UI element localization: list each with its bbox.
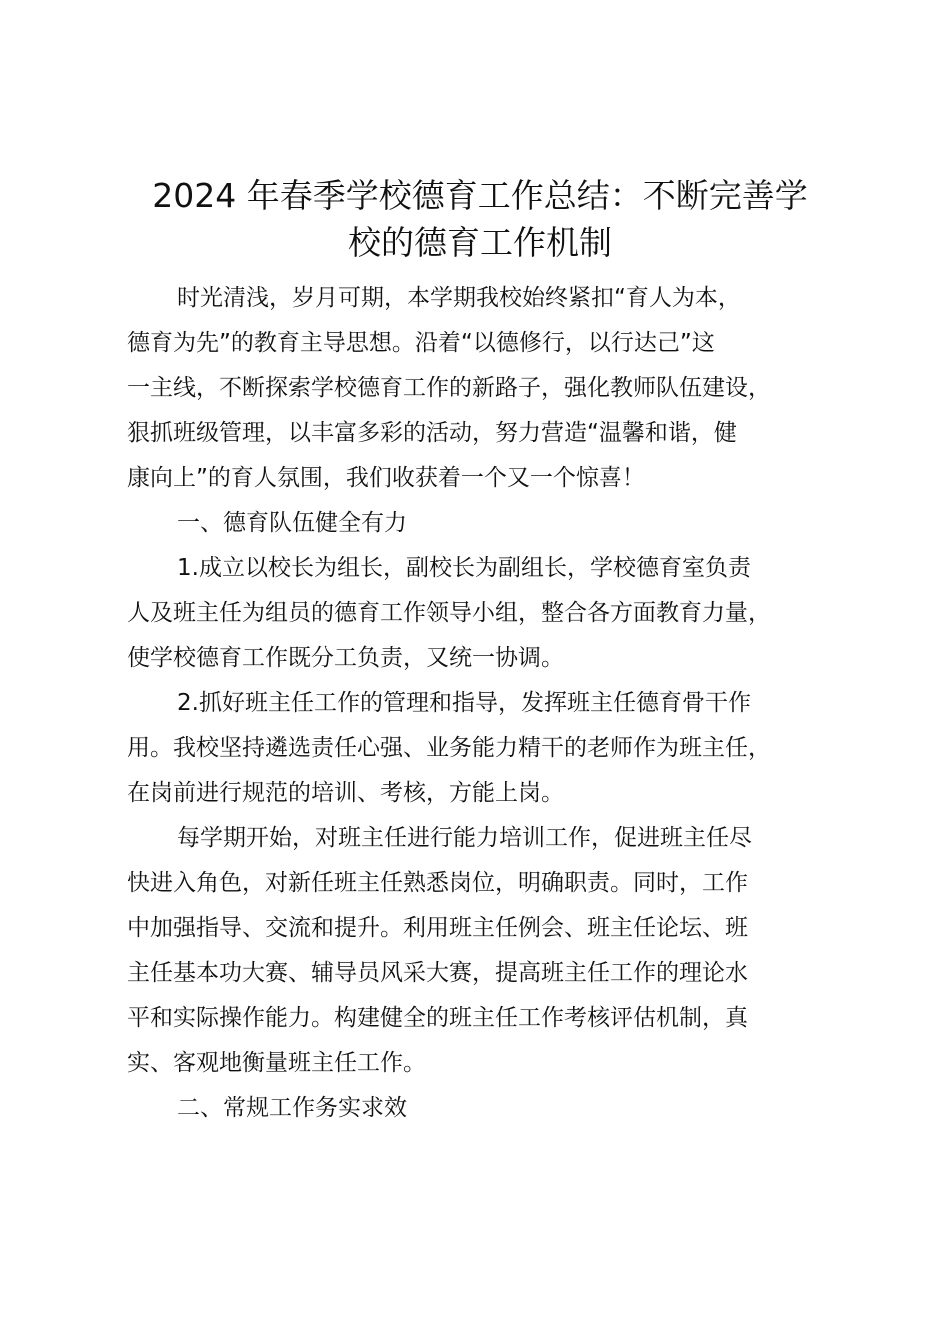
text-line: 每学期开始，对班主任进行能力培训工作，促进班主任尽 <box>177 825 752 851</box>
text-line: 平和实际操作能力。构建健全的班主任工作考核评估机制，真 <box>127 1005 748 1031</box>
text-line: 德育为先”的教育主导思想。沿着“以德修行，以行达己”这 <box>127 330 715 356</box>
text-line: 时光清浅，岁月可期，本学期我校始终紧扣“育人为本， <box>177 285 741 311</box>
text-line: 实、客观地衡量班主任工作。 <box>127 1050 426 1076</box>
title-line: 2024 年春季学校德育工作总结：不断完善学 <box>152 176 808 215</box>
intro-paragraph <box>127 276 833 501</box>
text-line: 一、德育队伍健全有力 <box>177 510 407 536</box>
training-paragraph <box>127 816 833 1086</box>
item-paragraph-2 <box>127 681 833 816</box>
text-line: 中加强指导、交流和提升。利用班主任例会、班主任论坛、班 <box>127 915 748 941</box>
text-line: 使学校德育工作既分工负责，又统一协调。 <box>127 645 564 671</box>
section-heading-1 <box>127 501 833 546</box>
text-line: 人及班主任为组员的德育工作领导小组，整合各方面教育力量， <box>127 600 771 626</box>
text-line: 狠抓班级管理，以丰富多彩的活动，努力营造“温馨和谐，健 <box>127 420 737 446</box>
document-title <box>127 172 833 266</box>
text-line: 康向上”的育人氛围，我们收获着一个又一个惊喜！ <box>127 465 645 491</box>
text-line: 在岗前进行规范的培训、考核，方能上岗。 <box>127 780 564 806</box>
text-line: 1.成立以校长为组长，副校长为副组长，学校德育室负责 <box>177 555 751 581</box>
document-page <box>127 172 833 1131</box>
item-paragraph-1 <box>127 546 833 681</box>
text-line: 快进入角色，对新任班主任熟悉岗位，明确职责。同时，工作 <box>127 870 748 896</box>
title-line: 校的德育工作机制 <box>348 223 612 262</box>
text-line: 二、常规工作务实求效 <box>177 1095 407 1121</box>
document-body <box>127 276 833 1131</box>
section-heading-2 <box>127 1086 833 1131</box>
text-line: 一主线，不断探索学校德育工作的新路子，强化教师队伍建设， <box>127 375 771 401</box>
text-line: 用。我校坚持遴选责任心强、业务能力精干的老师作为班主任， <box>127 735 771 761</box>
text-line: 主任基本功大赛、辅导员风采大赛，提高班主任工作的理论水 <box>127 960 748 986</box>
text-line: 2.抓好班主任工作的管理和指导，发挥班主任德育骨干作 <box>177 690 751 716</box>
